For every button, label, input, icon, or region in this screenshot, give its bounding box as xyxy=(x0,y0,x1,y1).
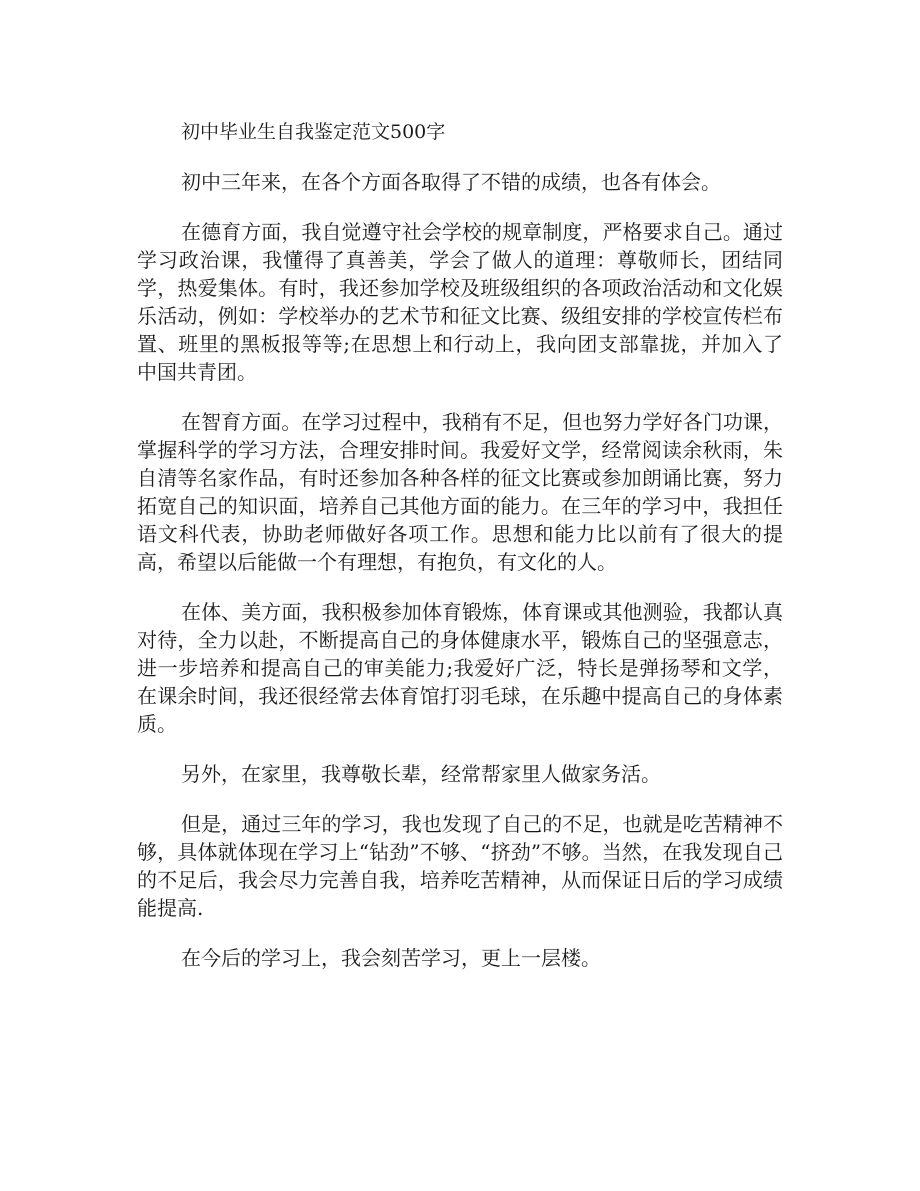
paragraph-conclusion: 在今后的学习上，我会刻苦学习，更上一层楼。 xyxy=(181,946,601,970)
paragraph-physical-aesthetic-education: 在体、美方面，我积极参加体育锻炼，体育课或其他测验，我都认真对待，全力以赴，不断提高自己的身体健康水平，锻炼自己的坚强意志，进一步培养和提高自己的审美能力;我爱好广泛，特长是弹扬琴和文学，在课余时间，我还很经常去体育馆打羽毛球，在乐趣中提高自己的身体素质。 xyxy=(137,600,783,736)
paragraph-intellectual-education: 在智育方面。在学习过程中，我稍有不足，但也努力学好各门功课，掌握科学的学习方法，合理安排时间。我爱好文学，经常阅读余秋雨，朱自清等名家作品，有时还参加各种各样的征文比赛或参加朗诵比赛，努力拓宽自己的知识面，培养自己其他方面的能力。在三年的学习中，我担任语文科代表，协助老师做好各项工作。思想和能力比以前有了很大的提高，希望以后能做一个有理想，有抱负，有文化的人。 xyxy=(137,410,783,574)
paragraph-home: 另外，在家里，我尊敬长辈，经常帮家里人做家务活。 xyxy=(181,762,661,786)
paragraph-moral-education: 在德育方面，我自觉遵守社会学校的规章制度，严格要求自己。通过学习政治课，我懂得了真善美，学会了做人的道理：尊敬师长，团结同学，热爱集体。有时，我还参加学校及班级组织的各项政治活动和文化娱乐活动，例如：学校举办的艺术节和征文比赛、级组安排的学校宣传栏布置、班里的黑板报等等;在思想上和行动上，我向团支部靠拢，并加入了中国共青团。 xyxy=(137,220,783,384)
paragraph-shortcomings: 但是，通过三年的学习，我也发现了自己的不足，也就是吃苦精神不够，具体就体现在学习上“钻劲”不够、“挤劲”不够。当然，在我发现自己的不足后，我会尽力完善自我，培养吃苦精神，从而保证日后的学习成绩能提高. xyxy=(137,812,783,920)
document-title: 初中毕业生自我鉴定范文500字 xyxy=(181,121,446,143)
document-body xyxy=(137,118,783,994)
paragraph-intro: 初中三年来，在各个方面各取得了不错的成绩，也各有体会。 xyxy=(181,170,721,194)
